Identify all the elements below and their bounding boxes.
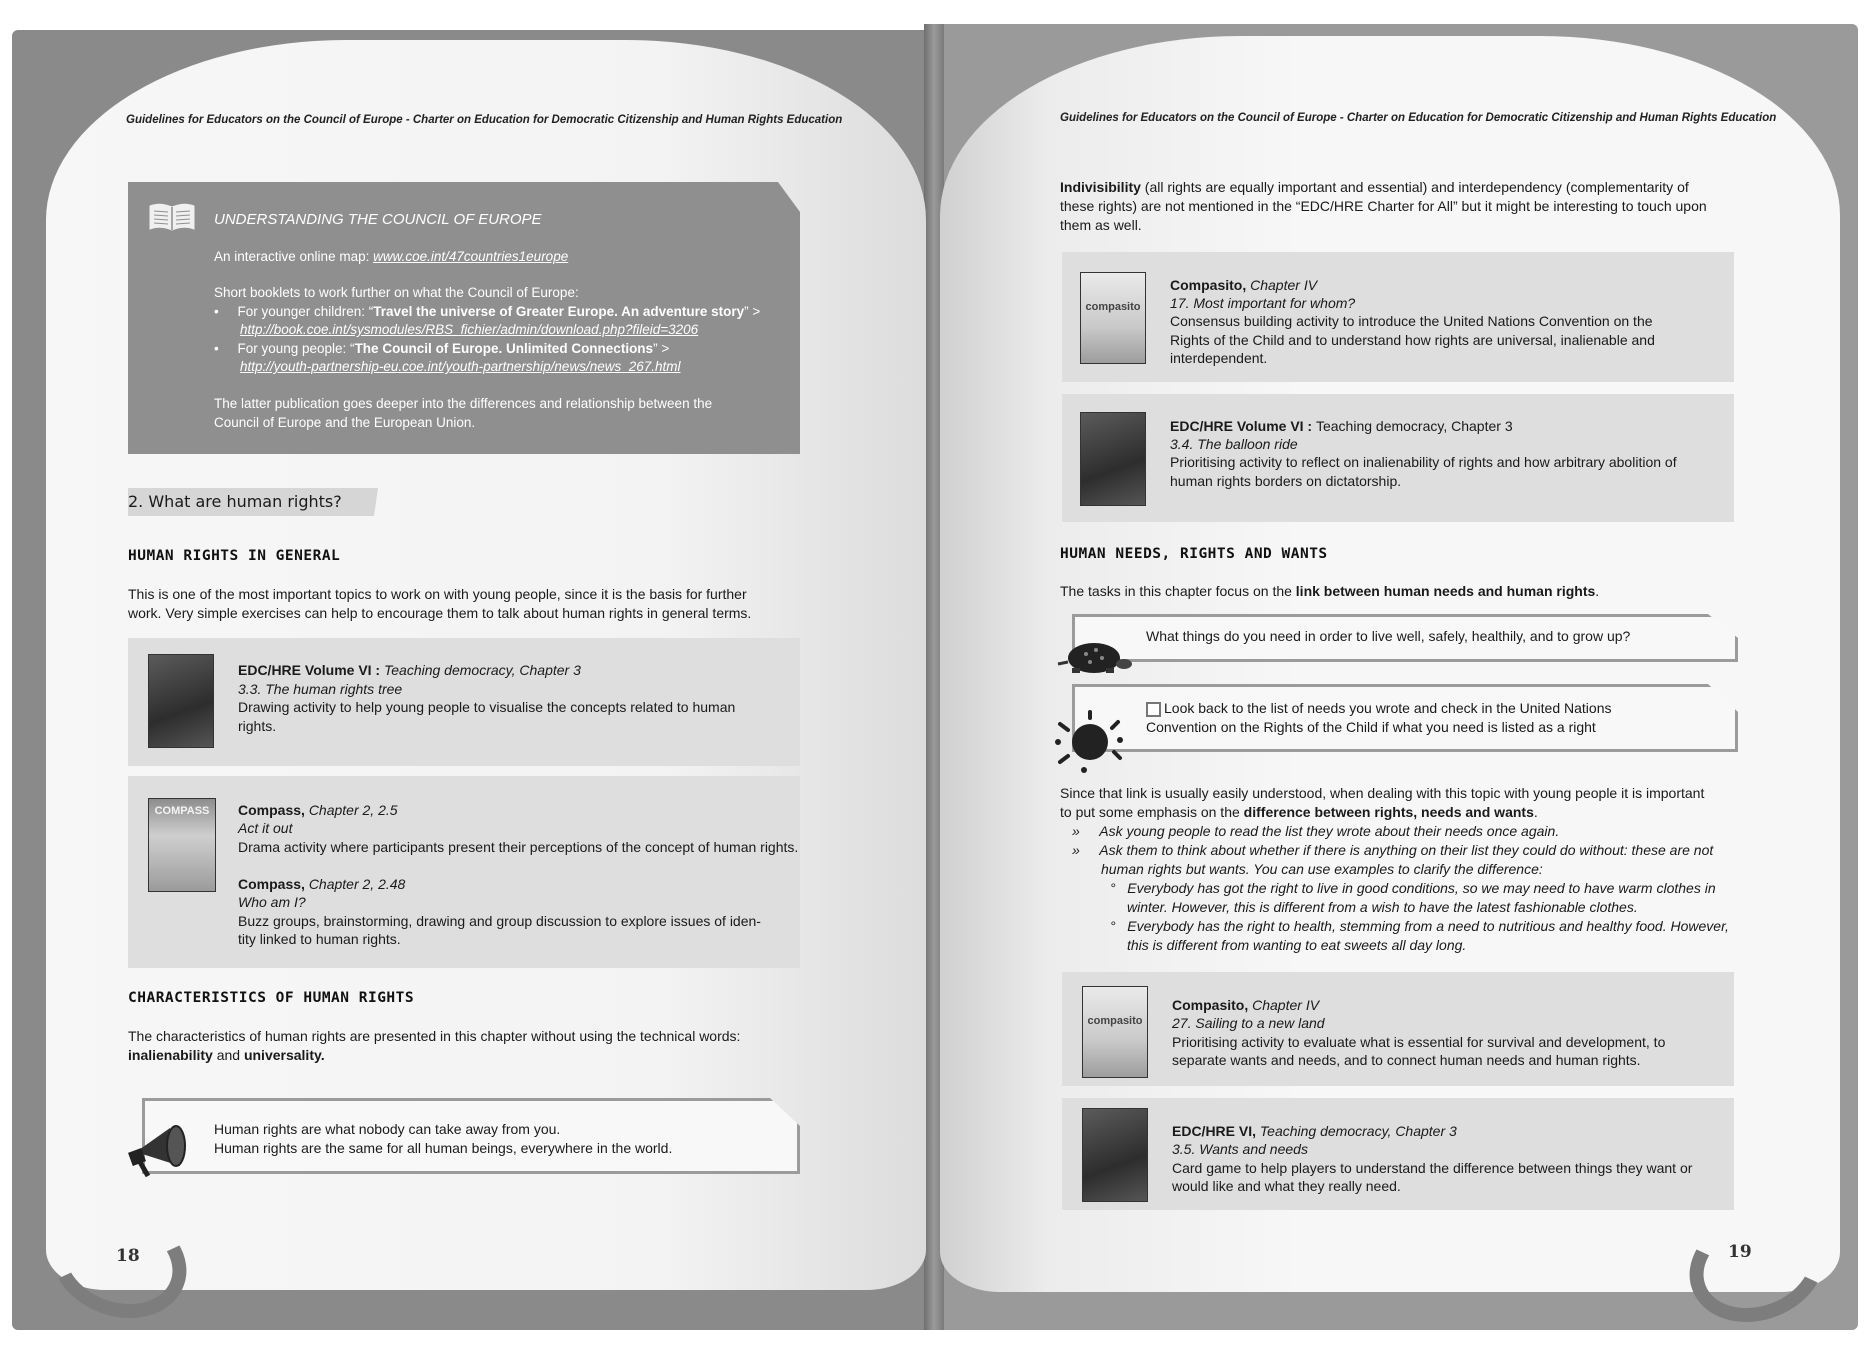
panel-latter-1: The latter publication goes deeper into the differences and relationship between the xyxy=(214,396,713,411)
resource-title: EDC/HRE Volume VI : Teaching democracy, Chapter 3 xyxy=(238,662,581,678)
compass-b-desc-1: Buzz groups, brainstorming, drawing and group discussion to explore issues of iden- xyxy=(238,913,761,929)
edc-2-activity: 3.4. The balloon ride xyxy=(1170,436,1298,452)
splat-icon xyxy=(1054,710,1124,774)
edc-3-desc-2: would like and what they really need. xyxy=(1172,1178,1401,1194)
sub-bullet-2-line-2: this is different from wanting to eat sweets all day long. xyxy=(1127,937,1467,953)
sub-bullet-1-line-1: ° Everybody has got the right to live in good conditions, so we may need to have warm clothes in xyxy=(1110,880,1716,896)
compass-cover-label: COMPASS xyxy=(154,805,210,817)
heading-characteristics: CHARACTERISTICS OF HUMAN RIGHTS xyxy=(128,990,415,1006)
resource-box-compass xyxy=(128,776,800,968)
edc-3-title: EDC/HRE VI, Teaching democracy, Chapter 3 xyxy=(1172,1123,1457,1139)
sub-bullet-2-line-1: ° Everybody has the right to health, stemming from a need to nutritious and healthy food. However, xyxy=(1110,918,1729,934)
body-line-1: Since that link is usually easily understood, when dealing with this topic with young people it is important xyxy=(1060,785,1705,801)
edc-2-title: EDC/HRE Volume VI : Teaching democracy, Chapter 3 xyxy=(1170,418,1513,434)
callout-line-2: Human rights are the same for all human beings, everywhere in the world. xyxy=(214,1140,673,1156)
edc-3-activity: 3.5. Wants and needs xyxy=(1172,1141,1308,1157)
intro-line-1: Indivisibility (all rights are equally important and essential) and interdependency (complementarity of xyxy=(1060,179,1689,195)
young-link[interactable]: http://youth-partnership-eu.coe.int/youth-partnership/news/news_267.html xyxy=(240,359,681,374)
compasito-2-title: Compasito, Chapter IV xyxy=(1172,997,1320,1013)
book-cover-compasito xyxy=(1082,986,1148,1078)
turtle-icon xyxy=(1056,636,1134,676)
book-cover-compasito xyxy=(1080,272,1146,364)
heading-needs-rights-wants: HUMAN NEEDS, RIGHTS AND WANTS xyxy=(1060,546,1328,562)
callout-checklist-line-2: Convention on the Rights of the Child if what you need is listed as a right xyxy=(1146,719,1596,735)
compasito-1-desc-3: interdependent. xyxy=(1170,350,1268,366)
heading-human-rights-general: HUMAN RIGHTS IN GENERAL xyxy=(128,548,341,564)
sub-bullet-1-line-2: winter. However, this is different from a wish to have the latest fashionable clothes. xyxy=(1127,899,1638,915)
compass-a-desc: Drama activity where participants present their perceptions of the concept of human rights. xyxy=(238,839,799,855)
panel-title: UNDERSTANDING THE COUNCIL OF EUROPE xyxy=(214,211,542,228)
panel-bullet-younger: • For younger children: “Travel the universe of Greater Europe. An adventure story” > xyxy=(214,304,761,319)
panel-booklets-intro: Short booklets to work further on what the Council of Europe: xyxy=(214,285,579,300)
compass-a-title: Compass, Chapter 2, 2.5 xyxy=(238,802,398,818)
panel-map-line xyxy=(214,247,568,266)
compasito-2-activity: 27. Sailing to a new land xyxy=(1172,1015,1325,1031)
bullet-2-line-2: human rights but wants. You can use examples to clarify the difference: xyxy=(1101,861,1543,877)
left-page-number: 18 xyxy=(116,1246,140,1266)
edc-2-desc-1: Prioritising activity to reflect on inalienability of rights and how arbitrary abolition of xyxy=(1170,454,1677,470)
callout-question-text: What things do you need in order to live well, safely, healthily, and to grow up? xyxy=(1146,628,1631,644)
needs-intro: The tasks in this chapter focus on the link between human needs and human rights. xyxy=(1060,583,1600,599)
general-line-2: work. Very simple exercises can help to encourage them to talk about human rights in general terms. xyxy=(128,605,752,621)
map-link[interactable]: www.coe.int/47countries1europe xyxy=(373,249,569,264)
resource-desc-2: rights. xyxy=(238,718,277,734)
compasito-1-activity: 17. Most important for whom? xyxy=(1170,295,1356,311)
compass-b-desc-2: tity linked to human rights. xyxy=(238,931,401,947)
book-cover-edc xyxy=(1080,412,1146,506)
compass-a-activity: Act it out xyxy=(238,820,293,836)
callout-line-1: Human rights are what nobody can take away from you. xyxy=(214,1121,561,1137)
panel-latter-2: Council of Europe and the European Union. xyxy=(214,415,476,430)
intro-line-2: these rights) are not mentioned in the “EDC/HRE Charter for All” but it might be interesting to touch upon xyxy=(1060,198,1707,214)
right-page-number: 19 xyxy=(1728,1242,1752,1262)
compass-b-activity: Who am I? xyxy=(238,894,306,910)
compasito-1-desc-2: Rights of the Child and to understand how rights are universal, inalienable and xyxy=(1170,332,1655,348)
open-book-icon xyxy=(148,202,196,232)
characteristics-line-2: inalienability and universality. xyxy=(128,1047,325,1063)
checklist-checkbox[interactable] xyxy=(1146,702,1161,717)
bullet-1: » Ask young people to read the list they wrote about their needs once again. xyxy=(1072,823,1560,839)
resource-activity: 3.3. The human rights tree xyxy=(238,681,403,697)
resource-desc-1: Drawing activity to help young people to visualise the concepts related to human xyxy=(238,699,736,715)
edc-2-desc-2: human rights borders on dictatorship. xyxy=(1170,473,1402,489)
characteristics-line-1: The characteristics of human rights are presented in this chapter without using the technical words: xyxy=(128,1028,741,1044)
right-running-head: Guidelines for Educators on the Council of Europe - Charter on Education for Democratic Citizenship and Human Rights Education xyxy=(1060,112,1777,124)
general-line-1: This is one of the most important topics to work on with young people, since it is the basis for further xyxy=(128,586,747,602)
callout-checklist-line-1: Look back to the list of needs you wrote and check in the United Nations xyxy=(1164,700,1612,716)
compasito-1-desc-1: Consensus building activity to introduce the United Nations Convention on the xyxy=(1170,313,1653,329)
compasito-1-title: Compasito, Chapter IV xyxy=(1170,277,1318,293)
body-line-2: to put some emphasis on the difference between rights, needs and wants. xyxy=(1060,804,1538,820)
map-label: An interactive online map: xyxy=(214,249,374,264)
book-cover-edc xyxy=(148,654,214,748)
megaphone-icon xyxy=(126,1118,198,1180)
compasito-2-desc-1: Prioritising activity to evaluate what is essential for survival and development, to xyxy=(1172,1034,1666,1050)
younger-link[interactable]: http://book.coe.int/sysmodules/RBS_fichier/admin/download.php?fileid=3206 xyxy=(240,322,699,337)
compass-b-title: Compass, Chapter 2, 2.48 xyxy=(238,876,406,892)
edc-3-desc-1: Card game to help players to understand the difference between things they want or xyxy=(1172,1160,1693,1176)
left-running-head: Guidelines for Educators on the Council of Europe - Charter on Education for Democratic Citizenship and Human Rights Education xyxy=(126,114,843,126)
panel-bullet-young: • For young people: “The Council of Europe. Unlimited Connections” > xyxy=(214,341,670,356)
intro-line-3: them as well. xyxy=(1060,217,1142,233)
bullet-2-line-1: » Ask them to think about whether if there is anything on their list they could do without: these are not xyxy=(1072,842,1714,858)
compasito-cover-label: compasito xyxy=(1087,1015,1143,1027)
section-title: 2. What are human rights? xyxy=(128,492,342,511)
book-cover-edc xyxy=(1082,1108,1148,1202)
compasito-2-desc-2: separate wants and needs, and to connect human needs and human rights. xyxy=(1172,1052,1641,1068)
compasito-cover-label: compasito xyxy=(1085,301,1141,313)
book-cover-compass xyxy=(148,798,216,892)
